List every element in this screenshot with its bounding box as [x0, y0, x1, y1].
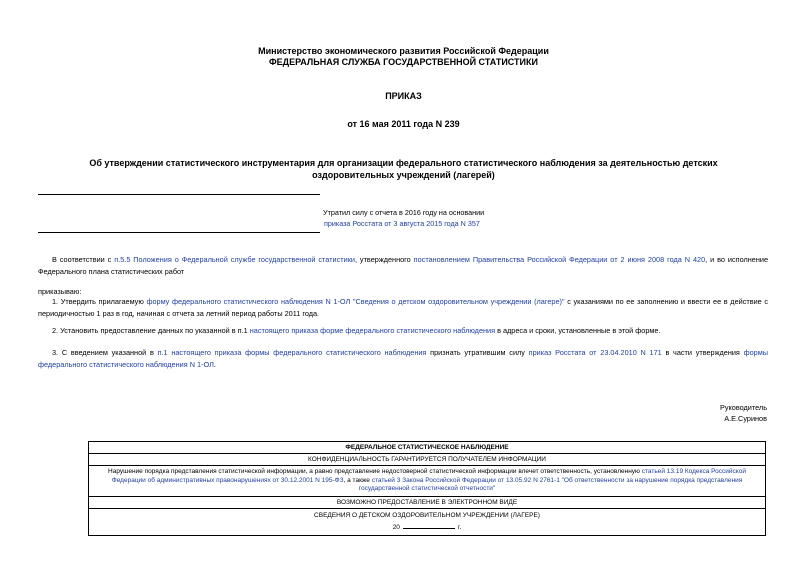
liability-text-1: Нарушение порядка представления статистической информации, а равно представление недостоверной статистической информации влечет ответственность, установленную: [108, 468, 642, 475]
document-date: от 16 мая 2011 года N 239: [347, 119, 460, 129]
signature-name: А.Е.Суринов: [724, 414, 767, 423]
item-3-text-3: в части утверждения: [661, 348, 744, 357]
item-1-link-form[interactable]: форму федерального статистического наблюдения N 1-ОЛ "Сведения о детском оздоровительном учреждении (лагере)": [146, 297, 565, 306]
item-3-link-form[interactable]: п.1 настоящего приказа формы федерального статистического наблюдения: [157, 348, 427, 357]
form-year: [93, 521, 761, 533]
liability-text-2: , а также: [343, 476, 372, 484]
form-year-prefix: 20: [392, 523, 400, 531]
form-row-electronic: ВОЗМОЖНО ПРЕДОСТАВЛЕНИЕ В ЭЛЕКТРОННОМ ВИДЕ: [89, 496, 766, 508]
liability-link-law[interactable]: статьей 3 Закона Российской Федерации от 13.05.92 N 2761-1 "Об ответственности за нарушение порядка представления государственной статистической отчетности": [358, 476, 743, 492]
item-2-link-form[interactable]: настоящего приказа форме федерального статистического наблюдения: [249, 326, 496, 335]
preamble-link-resolution[interactable]: постановлением Правительства Российской Федерации от 2 июня 2008 года N 420: [413, 255, 706, 264]
form-header-table: [88, 441, 766, 536]
status-note: [323, 207, 484, 229]
item-3-link-order[interactable]: приказ Росстата от 23.04.2010 N 171: [528, 348, 662, 357]
item-1: [38, 296, 768, 320]
ministry-name: Министерство экономического развития Российской Федерации: [258, 46, 549, 56]
divider-top: [38, 194, 320, 195]
signature-block: [720, 402, 767, 424]
form-row-title: [89, 508, 766, 535]
item-2-text-1: 2. Установить предоставление данных по указанной в п.1: [52, 326, 250, 335]
signature-role: Руководитель: [719, 403, 767, 412]
item-2-text-2: в адреса и сроки, установленные в этой форме.: [495, 326, 661, 335]
divider-bottom: [38, 232, 320, 233]
document-title: Об утверждении статистического инструментария для организации федерального статистического наблюдения за деятельностью детских оздоровительных учреждений (лагерей): [89, 158, 718, 180]
form-title: СВЕДЕНИЯ О ДЕТСКОМ ОЗДОРОВИТЕЛЬНОМ УЧРЕЖДЕНИИ (ЛАГЕРЕ): [314, 511, 540, 519]
item-2: [38, 325, 768, 337]
preamble-link-regulation[interactable]: п.5.5 Положения о Федеральной службе государственной статистики: [114, 255, 355, 264]
item-3-text-1: 3. С введением указанной в: [52, 348, 158, 357]
form-row-confidentiality: КОНФИДЕНЦИАЛЬНОСТЬ ГАРАНТИРУЕТСЯ ПОЛУЧАТЕЛЕМ ИНФОРМАЦИИ: [89, 454, 766, 466]
form-year-blank: [403, 521, 455, 529]
preamble-text-1: В соответствии с: [52, 255, 115, 264]
form-year-suffix: г.: [457, 523, 462, 531]
item-1-text-1: 1. Утвердить прилагаемую: [52, 297, 147, 306]
item-3-link-form-1ol[interactable]: формы федерального статистического наблюдения N 1-ОЛ: [38, 348, 768, 369]
document-type: ПРИКАЗ: [385, 91, 422, 101]
preamble-text-2: , утвержденного: [354, 255, 414, 264]
item-3-text-2: признать утратившим силу: [426, 348, 529, 357]
status-note-link[interactable]: приказа Росстата от 3 августа 2015 года N 357: [324, 219, 480, 228]
status-note-line1: Утратил силу с отчета в 2016 году на основании: [323, 208, 485, 217]
item-3: [38, 347, 768, 371]
preamble-paragraph: [38, 254, 768, 278]
form-row-federal-observation: ФЕДЕРАЛЬНОЕ СТАТИСТИЧЕСКОЕ НАБЛЮДЕНИЕ: [89, 442, 766, 454]
preamble-text-3: , и во исполнение Федерального плана статистических работ: [38, 255, 769, 276]
order-word: приказываю:: [38, 287, 82, 296]
liability-link-code[interactable]: статьей 13.19 Кодекса Российской Федерации об административных правонарушениях от 30.12.2001 N 195-ФЗ: [111, 468, 746, 484]
form-row-liability: [89, 466, 766, 497]
item-3-text-4: .: [213, 360, 216, 369]
service-name: ФЕДЕРАЛЬНАЯ СЛУЖБА ГОСУДАРСТВЕННОЙ СТАТИСТИКИ: [269, 57, 538, 67]
item-1-text-2: с указаниями по ее заполнению и ввести ее в действие с периодичностью 1 раз в год, начиная с отчета за летний период работы 2011 года.: [38, 297, 768, 318]
